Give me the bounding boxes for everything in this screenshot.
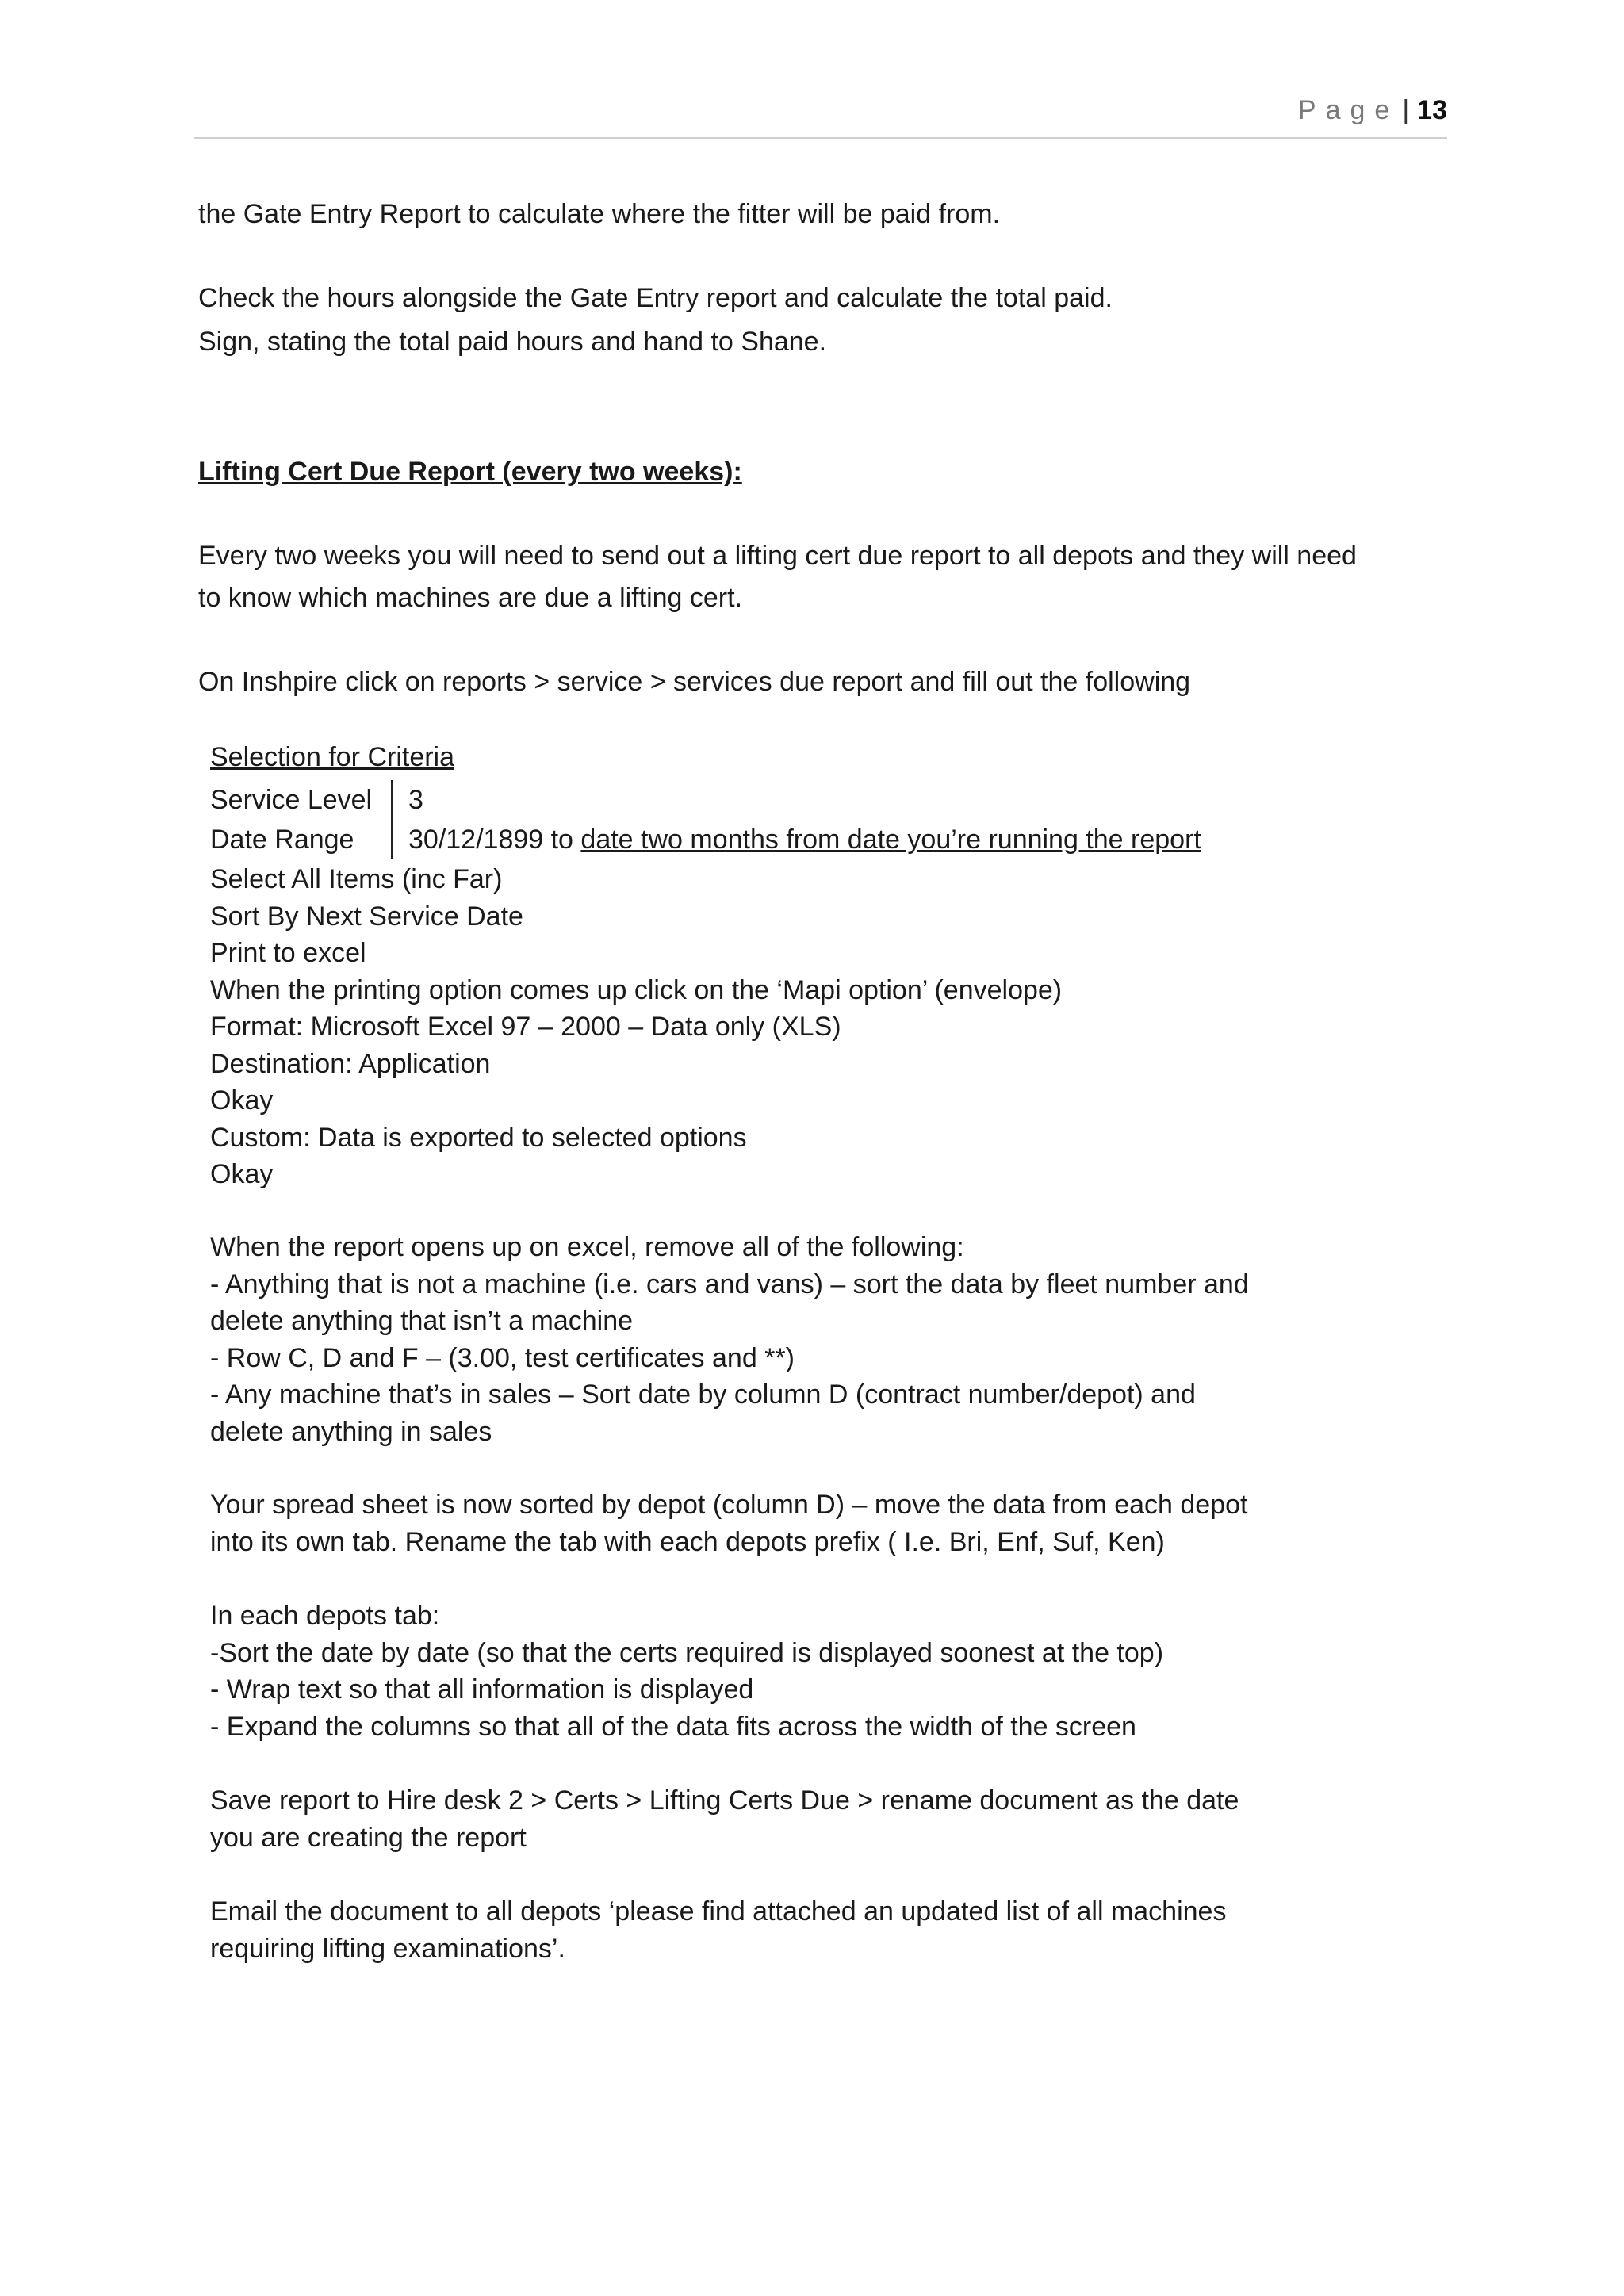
step-line: Destination: Application: [210, 1048, 491, 1079]
excel-line: - Any machine that’s in sales – Sort date by column D (contract number/depot) and: [210, 1380, 1196, 1410]
excel-line: - Row C, D and F – (3.00, test certificates and **): [210, 1342, 795, 1373]
step-line: Okay: [210, 1159, 274, 1189]
step-line: Select All Items (inc Far): [210, 864, 503, 894]
criteria-row-service-level: [210, 780, 1201, 820]
email-line: requiring lifting examinations’.: [210, 1933, 565, 1964]
section-para-1-line-1: Every two weeks you will need to send out a lifting cert due report to all depots and they will need: [198, 541, 1357, 571]
criteria-row-date-range: [210, 820, 1201, 859]
criteria-value: [392, 780, 1201, 820]
step-line: Print to excel: [210, 938, 366, 968]
criteria-heading: Selection for Criteria: [210, 742, 455, 772]
steps-list: [210, 861, 1400, 1193]
email-paragraph: [210, 1893, 1400, 1967]
intro-line-3: Sign, stating the total paid hours and hand to Shane.: [198, 327, 827, 357]
sorted-line: Your spread sheet is now sorted by depot (column D) – move the data from each depot: [210, 1490, 1248, 1520]
criteria-table: [210, 780, 1201, 859]
depot-tab-line: -Sort the date by date (so that the certs required is displayed soonest at the top): [210, 1637, 1164, 1668]
excel-line: delete anything in sales: [210, 1416, 492, 1447]
section-title: Lifting Cert Due Report (every two weeks):: [198, 457, 742, 487]
intro-line-1: the Gate Entry Report to calculate where the fitter will be paid from.: [198, 199, 1001, 229]
section-para-1-line-2: to know which machines are due a lifting cert.: [198, 583, 743, 613]
save-line: Save report to Hire desk 2 > Certs > Lifting Certs Due > rename document as the date: [210, 1785, 1239, 1816]
excel-line: When the report opens up on excel, remove all of the following:: [210, 1232, 964, 1262]
depot-tabs-list: [210, 1598, 1400, 1745]
criteria-label: Service Level: [210, 780, 392, 820]
step-line: Format: Microsoft Excel 97 – 2000 – Data only (XLS): [210, 1012, 841, 1042]
excel-removal-list: [210, 1229, 1400, 1450]
step-line: Sort By Next Service Date: [210, 901, 523, 932]
depot-tab-line: - Wrap text so that all information is displayed: [210, 1674, 754, 1705]
excel-line: - Anything that is not a machine (i.e. cars and vans) – sort the data by fleet number and: [210, 1269, 1249, 1299]
page-number-label: [1298, 94, 1447, 126]
step-line: Okay: [210, 1085, 274, 1115]
step-line: When the printing option comes up click on the ‘Mapi option’ (envelope): [210, 974, 1063, 1005]
sorted-paragraph: [210, 1487, 1400, 1560]
page-header: [194, 91, 1447, 139]
step-line: Custom: Data is exported to selected options: [210, 1122, 747, 1153]
criteria-value-text: 30/12/1899 to: [408, 825, 581, 855]
depot-tab-line: In each depots tab:: [210, 1601, 440, 1631]
page-number: 13: [1417, 95, 1447, 125]
save-paragraph: [210, 1782, 1400, 1856]
criteria-value-text: 3: [408, 785, 423, 815]
email-line: Email the document to all depots ‘please find attached an updated list of all machines: [210, 1896, 1227, 1927]
section-para-2: On Inshpire click on reports > service > services due report and fill out the following: [198, 667, 1191, 697]
excel-line: delete anything that isn’t a machine: [210, 1306, 634, 1336]
depot-tab-line: - Expand the columns so that all of the data fits across the width of the screen: [210, 1711, 1136, 1742]
page-word: Page: [1297, 95, 1400, 125]
criteria-value: [392, 820, 1201, 859]
save-line: you are creating the report: [210, 1822, 527, 1853]
sorted-line: into its own tab. Rename the tab with each depots prefix ( I.e. Bri, Enf, Suf, Ken): [210, 1526, 1165, 1557]
page-separator: |: [1402, 95, 1410, 125]
criteria-value-underlined: date two months from date you’re running the report: [580, 825, 1201, 855]
intro-line-2: Check the hours alongside the Gate Entry report and calculate the total paid.: [198, 283, 1113, 313]
criteria-label: Date Range: [210, 820, 392, 859]
